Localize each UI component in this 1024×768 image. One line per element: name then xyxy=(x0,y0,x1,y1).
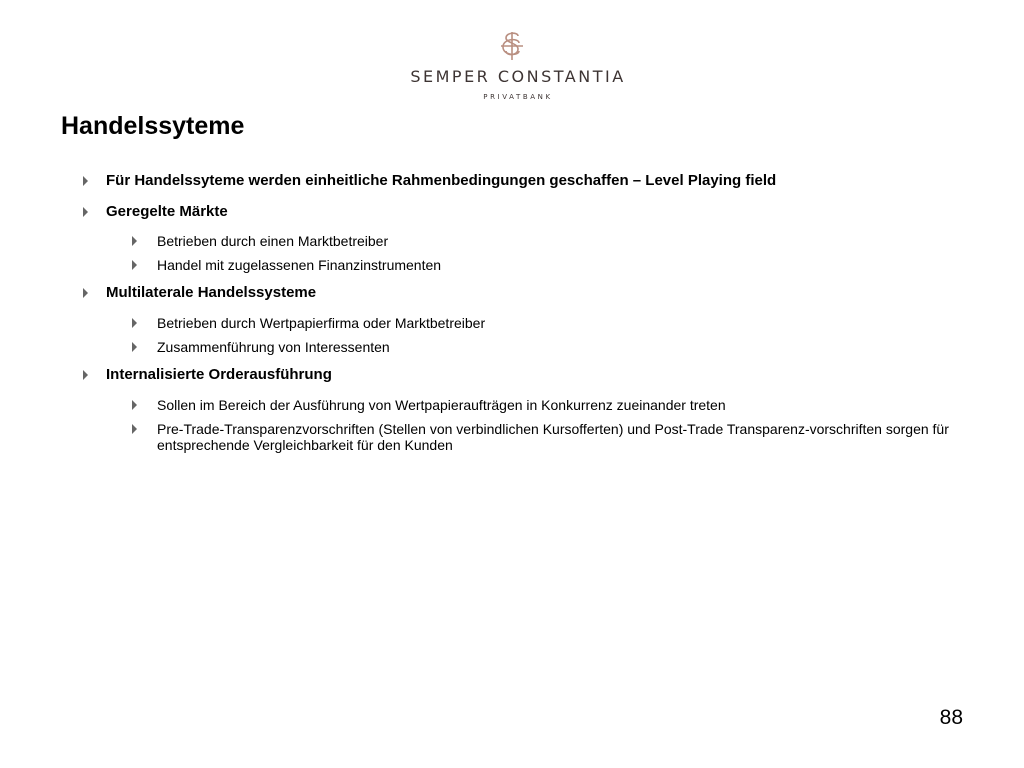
bullet-item xyxy=(80,283,960,303)
bullet-arrow-icon xyxy=(83,288,88,298)
bank-logo xyxy=(0,30,1024,101)
sub-bullet-text: Zusammenführung von Interessenten xyxy=(157,339,390,355)
bullet-item xyxy=(80,365,960,385)
bullet-text: Internalisierte Orderausführung xyxy=(106,366,332,383)
sub-bullet-text: Sollen im Bereich der Ausführung von Wertpapieraufträgen in Konkurrenz zueinander treten xyxy=(157,397,726,413)
sub-bullet-text: Pre-Trade-Transparenzvorschriften (Stellen von verbindlichen Kursofferten) und Post-Trade Transparenz-vorschriften sorgen für entsprechende Vergleichbarkeit für den Kunden xyxy=(157,421,949,453)
bullet-arrow-icon xyxy=(132,318,137,328)
sub-bullet-item xyxy=(131,233,960,249)
bullet-list xyxy=(80,171,960,453)
bullet-text: Für Handelssyteme werden einheitliche Rahmenbedingungen geschaffen – Level Playing field xyxy=(106,172,777,189)
bank-subtitle: PRIVATBANK xyxy=(483,93,553,101)
sub-bullet-item xyxy=(131,257,960,273)
bullet-item xyxy=(80,202,960,222)
sub-bullet-text: Betrieben durch Wertpapierfirma oder Marktbetreiber xyxy=(157,315,486,331)
sc-monogram-icon xyxy=(497,30,527,64)
sub-bullet-item xyxy=(131,339,960,355)
bullet-text: Multilaterale Handelssysteme xyxy=(106,284,317,301)
sub-bullet-text: Betrieben durch einen Marktbetreiber xyxy=(157,233,389,249)
bullet-item xyxy=(80,171,960,191)
bullet-arrow-icon xyxy=(132,236,137,246)
bullet-text: Geregelte Märkte xyxy=(106,203,228,220)
sub-bullet-item xyxy=(131,315,960,331)
bullet-arrow-icon xyxy=(132,260,137,270)
sub-bullet-text: Handel mit zugelassenen Finanzinstrumenten xyxy=(157,257,442,273)
bullet-arrow-icon xyxy=(83,207,88,217)
slide-title: Handelssyteme xyxy=(61,112,245,140)
bullet-arrow-icon xyxy=(132,400,137,410)
bullet-arrow-icon xyxy=(132,424,137,434)
bullet-arrow-icon xyxy=(132,342,137,352)
page-number: 88 xyxy=(939,706,963,729)
bullet-arrow-icon xyxy=(83,176,88,186)
sub-bullet-item xyxy=(131,421,960,453)
bank-name: SEMPER CONSTANTIA xyxy=(410,67,626,86)
bullet-arrow-icon xyxy=(83,370,88,380)
sub-bullet-item xyxy=(131,397,960,413)
